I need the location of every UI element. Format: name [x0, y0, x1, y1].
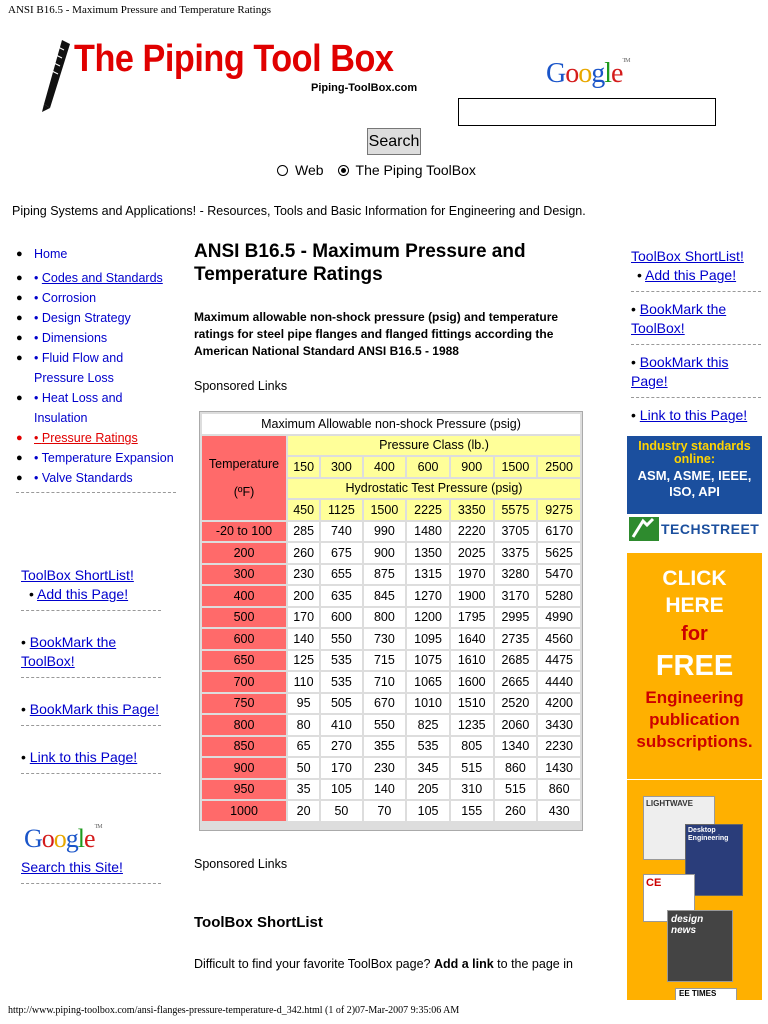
hydro-test-cell: 9275	[538, 500, 580, 520]
temperature-cell: 200	[202, 543, 286, 563]
add-link-bold: Add a link	[433, 957, 494, 971]
tagline: Piping Systems and Applications! - Resources, Tools and Basic Information for Engineering and Design.	[12, 204, 586, 218]
pressure-value-cell: 285	[288, 522, 319, 542]
pressure-value-cell: 505	[321, 694, 361, 714]
magazine-cover-desktop-engineering: Desktop Engineering	[685, 824, 743, 896]
intro-text: Maximum allowable non-shock pressure (psig) and temperature ratings for steel pipe flanges and flanged fittings according the American National Standard ANSI B16.5 - 1988	[194, 310, 559, 358]
pressure-value-cell: 1430	[538, 758, 580, 778]
table-caption: Maximum Allowable non-shock Pressure (psig)	[202, 414, 580, 434]
pressure-value-cell: 170	[288, 608, 319, 628]
pressure-value-cell: 825	[407, 715, 449, 735]
pressure-value-cell: 2520	[495, 694, 537, 714]
pressure-value-cell: 170	[321, 758, 361, 778]
pressure-value-cell: 140	[364, 780, 406, 800]
table-row	[202, 758, 580, 778]
pressure-value-cell: 1600	[451, 672, 493, 692]
pressure-value-cell: 355	[364, 737, 406, 757]
pressure-value-cell: 845	[364, 586, 406, 606]
pressure-class-cell: 600	[407, 457, 449, 477]
pressure-value-cell: 1270	[407, 586, 449, 606]
pressure-value-cell: 875	[364, 565, 406, 585]
temperature-cell: 600	[202, 629, 286, 649]
radio-web-label: Web	[295, 162, 324, 178]
table-row	[202, 651, 580, 671]
magazine-cover-design-news: design news	[667, 910, 733, 982]
pressure-value-cell: 1315	[407, 565, 449, 585]
magazine-cover-ce: CE	[643, 874, 695, 922]
temperature-cell: -20 to 100	[202, 522, 286, 542]
right-bookmark-page-link[interactable]: BookMark this Page!	[631, 354, 729, 389]
pressure-value-cell: 5625	[538, 543, 580, 563]
pressure-class-cell: 300	[321, 457, 361, 477]
table-row	[202, 586, 580, 606]
ad1-brand: TECHSTREET	[661, 521, 760, 537]
pressure-value-cell: 1095	[407, 629, 449, 649]
hydro-test-cell: 2225	[407, 500, 449, 520]
left-link-page-link[interactable]: Link to this Page!	[29, 749, 138, 765]
google-site-logo: Google™	[24, 824, 102, 853]
google-logo: Google™	[546, 58, 630, 89]
pressure-value-cell: 535	[407, 737, 449, 757]
right-shortlist-link[interactable]: ToolBox ShortList!	[631, 248, 744, 264]
pressure-value-cell: 20	[288, 801, 319, 821]
pressure-value-cell: 715	[364, 651, 406, 671]
pressure-value-cell: 1480	[407, 522, 449, 542]
temperature-cell: 850	[202, 737, 286, 757]
pressure-value-cell: 1075	[407, 651, 449, 671]
ad1-brand-bar	[627, 514, 762, 544]
pressure-value-cell: 105	[407, 801, 449, 821]
shortlist-text: Difficult to find your favorite ToolBox page? Add a link to the page in	[194, 957, 573, 971]
free-subscriptions-ad[interactable]	[627, 553, 762, 779]
pressure-value-cell: 6170	[538, 522, 580, 542]
temperature-cell: 750	[202, 694, 286, 714]
pressure-class-cell: 400	[364, 457, 406, 477]
pressure-class-cell: 150	[288, 457, 319, 477]
pressure-value-cell: 310	[451, 780, 493, 800]
magazine-cover-ee-times: EE TIMES	[675, 988, 737, 1000]
pressure-value-cell: 260	[495, 801, 537, 821]
pressure-value-cell: 675	[321, 543, 361, 563]
left-add-page-link[interactable]: Add this Page!	[37, 586, 129, 602]
pressure-value-cell: 2025	[451, 543, 493, 563]
pressure-value-cell: 5280	[538, 586, 580, 606]
left-bookmark-toolbox-link[interactable]: BookMark the ToolBox!	[21, 634, 117, 669]
pressure-value-cell: 50	[321, 801, 361, 821]
divider	[21, 610, 161, 611]
nav-item-heat-loss[interactable]: ● • Heat Loss and Insulation	[16, 391, 123, 425]
logo-title: The Piping Tool Box	[74, 38, 394, 80]
hydro-header: Hydrostatic Test Pressure (psig)	[288, 479, 580, 499]
pressure-value-cell: 270	[321, 737, 361, 757]
pressure-value-cell: 1610	[451, 651, 493, 671]
pressure-value-cell: 3705	[495, 522, 537, 542]
left-nav	[16, 244, 176, 497]
right-link-page-link[interactable]: Link to this Page!	[639, 407, 748, 423]
hydro-test-cell: 1125	[321, 500, 361, 520]
pressure-value-cell: 430	[538, 801, 580, 821]
techstreet-logo-icon	[627, 515, 661, 543]
table-row	[202, 543, 580, 563]
pressure-value-cell: 2230	[538, 737, 580, 757]
pressure-table	[199, 411, 583, 831]
pressure-value-cell: 2220	[451, 522, 493, 542]
pressure-value-cell: 655	[321, 565, 361, 585]
pressure-value-cell: 1010	[407, 694, 449, 714]
table-row	[202, 694, 580, 714]
ad2-click-here: CLICK HERE	[662, 567, 727, 617]
pressure-value-cell: 80	[288, 715, 319, 735]
right-bookmark-toolbox-link[interactable]: BookMark the ToolBox!	[631, 301, 727, 336]
pressure-class-cell: 1500	[495, 457, 537, 477]
pressure-value-cell: 1900	[451, 586, 493, 606]
pressure-value-cell: 710	[364, 672, 406, 692]
nav-item-valve-standards[interactable]: ● • Valve Standards	[16, 471, 133, 485]
pressure-value-cell: 3375	[495, 543, 537, 563]
divider	[631, 397, 761, 398]
ad1-body: ASM, ASME, IEEE, ISO, API	[637, 468, 752, 499]
divider	[21, 883, 161, 884]
right-add-page-link[interactable]: Add this Page!	[645, 267, 737, 283]
site-logo[interactable]	[36, 38, 416, 108]
divider	[631, 291, 761, 292]
radio-piping-toolbox[interactable]	[338, 165, 349, 176]
table-row	[202, 522, 580, 542]
page-title: ANSI B16.5 - Maximum Pressure and Temperature Ratings	[194, 241, 526, 285]
pressure-value-cell: 5470	[538, 565, 580, 585]
temperature-cell: 900	[202, 758, 286, 778]
nav-item-corrosion[interactable]: ● • Corrosion	[16, 291, 97, 305]
pressure-value-cell: 70	[364, 801, 406, 821]
pressure-value-cell: 4200	[538, 694, 580, 714]
pressure-value-cell: 805	[451, 737, 493, 757]
table-row	[202, 629, 580, 649]
pressure-value-cell: 550	[321, 629, 361, 649]
magazine-cover-lightwave: LIGHTWAVE	[643, 796, 715, 860]
table-row	[202, 780, 580, 800]
ad1-headline: Industry standards online:	[638, 439, 751, 466]
pressure-value-cell: 2685	[495, 651, 537, 671]
pressure-value-cell: 535	[321, 672, 361, 692]
nav-item-design-strategy[interactable]: ● • Design Strategy	[16, 311, 131, 325]
divider	[21, 773, 161, 774]
radio-web[interactable]	[277, 165, 288, 176]
search-button[interactable]: Search	[367, 128, 421, 155]
pressure-value-cell: 205	[407, 780, 449, 800]
left-toolbox-links: ToolBox ShortList! • Add this Page! • BookMark the ToolBox! • BookMark this Page! • Link to this Page!	[21, 566, 161, 782]
pressure-value-cell: 1510	[451, 694, 493, 714]
left-shortlist-link[interactable]: ToolBox ShortList!	[21, 567, 134, 583]
pressure-value-cell: 740	[321, 522, 361, 542]
search-input[interactable]	[458, 98, 716, 126]
google-tm: TM	[622, 58, 630, 64]
footer-url: http://www.piping-toolbox.com/ansi-flanges-pressure-temperature-d_342.html (1 of 2)07-Mar-2007 9:35:06 AM	[8, 1005, 460, 1016]
pressure-value-cell: 535	[321, 651, 361, 671]
nav-item-pressure-ratings[interactable]: ● • Pressure Ratings	[16, 431, 138, 445]
pressure-value-cell: 4560	[538, 629, 580, 649]
pressure-value-cell: 1970	[451, 565, 493, 585]
pressure-value-cell: 4440	[538, 672, 580, 692]
pressure-value-cell: 990	[364, 522, 406, 542]
pressure-value-cell: 110	[288, 672, 319, 692]
hydro-test-cell: 3350	[451, 500, 493, 520]
pressure-value-cell: 230	[288, 565, 319, 585]
pressure-value-cell: 800	[364, 608, 406, 628]
techstreet-ad[interactable]	[627, 436, 762, 544]
pressure-value-cell: 50	[288, 758, 319, 778]
pressure-value-cell: 1235	[451, 715, 493, 735]
logo-subtitle: Piping-ToolBox.com	[311, 82, 418, 94]
table-row	[202, 737, 580, 757]
pressure-value-cell: 550	[364, 715, 406, 735]
temperature-cell: 400	[202, 586, 286, 606]
temperature-cell: 1000	[202, 801, 286, 821]
hydro-test-cell: 5575	[495, 500, 537, 520]
pressure-value-cell: 65	[288, 737, 319, 757]
temperature-header: Temperature (ºF)	[202, 436, 286, 520]
pressure-value-cell: 730	[364, 629, 406, 649]
pressure-value-cell: 35	[288, 780, 319, 800]
ad2-for: for	[681, 623, 708, 645]
divider	[631, 344, 761, 345]
pressure-value-cell: 3430	[538, 715, 580, 735]
pressure-value-cell: 140	[288, 629, 319, 649]
pressure-value-cell: 1340	[495, 737, 537, 757]
table-row	[202, 565, 580, 585]
pressure-value-cell: 515	[495, 780, 537, 800]
nav-item-dimensions[interactable]: ● • Dimensions	[16, 331, 108, 345]
temperature-cell: 700	[202, 672, 286, 692]
pressure-value-cell: 2995	[495, 608, 537, 628]
table-row	[202, 608, 580, 628]
search-scope-options	[277, 162, 476, 178]
table-row	[202, 672, 580, 692]
pressure-value-cell: 2735	[495, 629, 537, 649]
pressure-value-cell: 1640	[451, 629, 493, 649]
pressure-value-cell: 860	[538, 780, 580, 800]
temperature-cell: 650	[202, 651, 286, 671]
sponsored-links-top: Sponsored Links	[194, 379, 288, 393]
temperature-cell: 950	[202, 780, 286, 800]
table-row	[202, 715, 580, 735]
pressure-value-cell: 200	[288, 586, 319, 606]
pressure-value-cell: 3280	[495, 565, 537, 585]
ad2-engineering: Engineering publication subscriptions.	[636, 688, 753, 751]
pressure-value-cell: 230	[364, 758, 406, 778]
left-bookmark-page-link[interactable]: BookMark this Page!	[29, 701, 159, 717]
search-site-block	[21, 858, 161, 892]
magazine-covers-ad[interactable]	[627, 780, 762, 1000]
nav-item-home[interactable]: ● Home	[16, 247, 68, 261]
pressure-class-cell: 2500	[538, 457, 580, 477]
divider	[21, 725, 161, 726]
sponsored-links-bottom: Sponsored Links	[194, 857, 288, 871]
pressure-value-cell: 410	[321, 715, 361, 735]
pressure-value-cell: 105	[321, 780, 361, 800]
pressure-value-cell: 900	[364, 543, 406, 563]
temperature-cell: 800	[202, 715, 286, 735]
pressure-value-cell: 1350	[407, 543, 449, 563]
pressure-value-cell: 4990	[538, 608, 580, 628]
pen-logo-icon	[36, 38, 72, 112]
divider	[21, 677, 161, 678]
pressure-class-header: Pressure Class (lb.)	[288, 436, 580, 456]
pressure-value-cell: 4475	[538, 651, 580, 671]
right-toolbox-links: ToolBox ShortList! • Add this Page! • BookMark the ToolBox! • BookMark this Page! • Link to this Page!	[631, 247, 761, 425]
pressure-value-cell: 635	[321, 586, 361, 606]
pressure-value-cell: 155	[451, 801, 493, 821]
pressure-value-cell: 670	[364, 694, 406, 714]
radio-piping-toolbox-label: The Piping ToolBox	[355, 162, 476, 178]
pressure-value-cell: 2060	[495, 715, 537, 735]
shortlist-title: ToolBox ShortList	[194, 914, 323, 931]
pressure-value-cell: 1795	[451, 608, 493, 628]
pressure-value-cell: 95	[288, 694, 319, 714]
pressure-class-cell: 900	[451, 457, 493, 477]
pressure-value-cell: 2665	[495, 672, 537, 692]
temperature-cell: 300	[202, 565, 286, 585]
pressure-value-cell: 3170	[495, 586, 537, 606]
pressure-value-cell: 345	[407, 758, 449, 778]
pressure-value-cell: 260	[288, 543, 319, 563]
pressure-value-cell: 1065	[407, 672, 449, 692]
hydro-test-cell: 450	[288, 500, 319, 520]
nav-item-fluid-flow[interactable]: ● • Fluid Flow and Pressure Loss	[16, 351, 124, 385]
table-row	[202, 801, 580, 821]
search-site-link[interactable]: Search this Site!	[21, 859, 123, 875]
nav-item-temperature-expansion[interactable]: ● • Temperature Expansion	[16, 451, 174, 465]
pressure-value-cell: 515	[451, 758, 493, 778]
temperature-cell: 500	[202, 608, 286, 628]
pressure-value-cell: 860	[495, 758, 537, 778]
hydro-test-cell: 1500	[364, 500, 406, 520]
divider	[16, 492, 176, 493]
pressure-value-cell: 125	[288, 651, 319, 671]
nav-item-codes-standards[interactable]: ● • Codes and Standards	[16, 271, 163, 285]
browser-title: ANSI B16.5 - Maximum Pressure and Temperature Ratings	[8, 4, 271, 16]
pressure-value-cell: 600	[321, 608, 361, 628]
pressure-value-cell: 1200	[407, 608, 449, 628]
ad2-free: FREE	[655, 650, 734, 682]
